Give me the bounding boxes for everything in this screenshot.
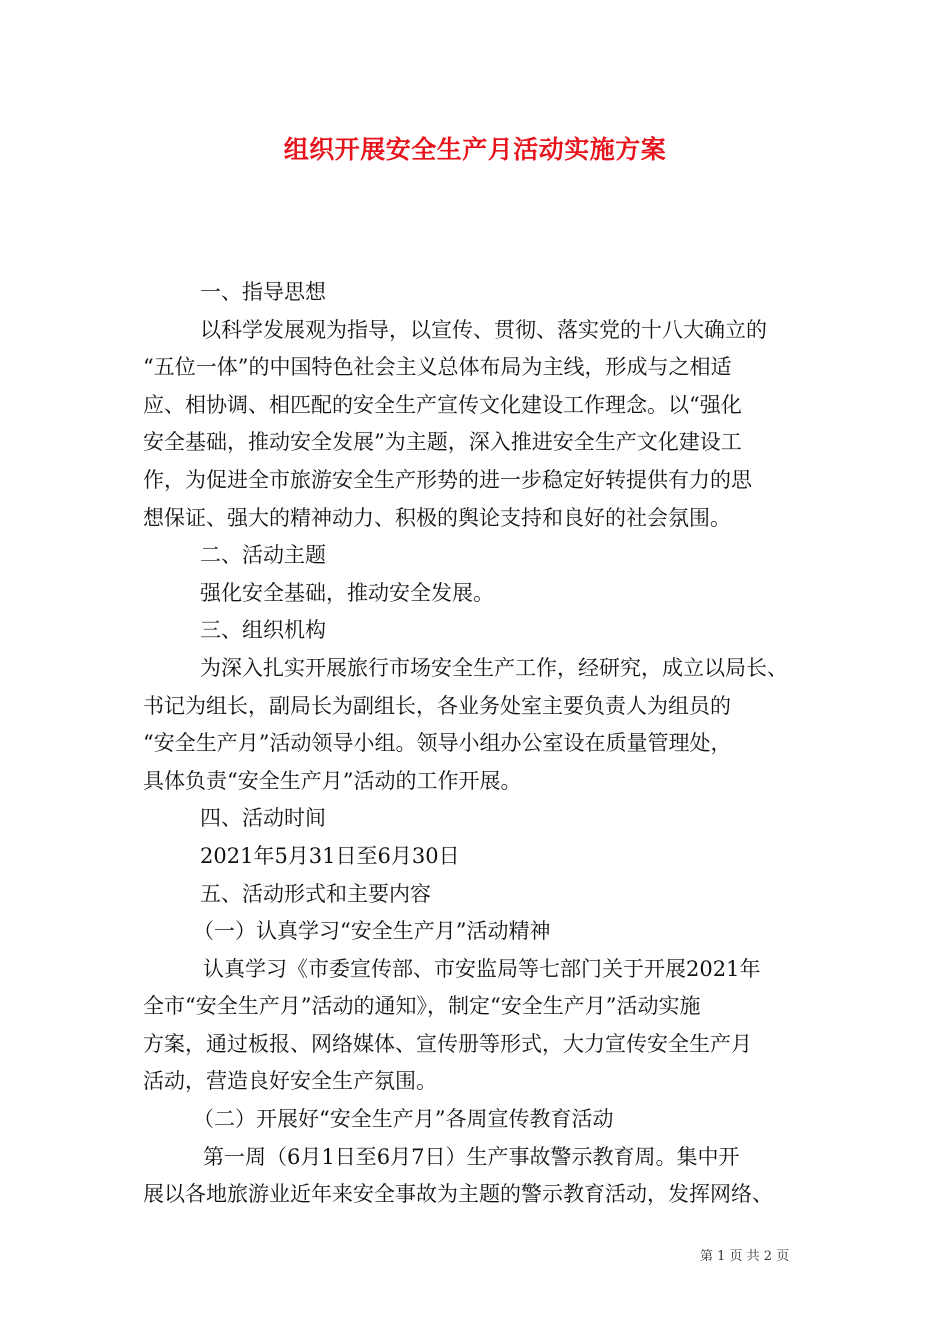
paragraph-line: （一）认真学习“安全生产月”活动精神 bbox=[193, 919, 551, 944]
paragraph-line: 三、组织机构 bbox=[200, 618, 326, 643]
paragraph-line: 书记为组长，副局长为副组长，各业务处室主要负责人为组员的 bbox=[143, 693, 731, 718]
paragraph-line: 为深入扎实开展旅行市场安全生产工作，经研究，成立以局长、 bbox=[200, 655, 788, 680]
page-indicator: 第 1 页 共 2 页 bbox=[700, 1249, 790, 1264]
paragraph-line: 想保证、强大的精神动力、积极的舆论支持和良好的社会氛围。 bbox=[143, 505, 731, 530]
paragraph-line: “安全生产月”活动领导小组。领导小组办公室设在质量管理处， bbox=[143, 731, 732, 756]
paragraph-line: （二）开展好“安全生产月”各周宣传教育活动 bbox=[193, 1107, 614, 1132]
paragraph-line: 全市“安全生产月”活动的通知》，制定“安全生产月”活动实施 bbox=[143, 994, 701, 1019]
document-body bbox=[143, 274, 810, 1214]
paragraph-line: 具体负责“安全生产月”活动的工作开展。 bbox=[143, 768, 522, 793]
paragraph-line: 一、指导思想 bbox=[200, 280, 326, 304]
paragraph-line: 以科学发展观为指导，以宣传、贯彻、落实党的十八大确立的 bbox=[200, 317, 767, 342]
paragraph-line: 应、相协调、相匹配的安全生产宣传文化建设工作理念。以“强化 bbox=[143, 392, 742, 417]
paragraph-line: “五位一体”的中国特色社会主义总体布局为主线，形成与之相适 bbox=[143, 355, 732, 380]
paragraph-line: 活动，营造良好安全生产氛围。 bbox=[143, 1069, 437, 1094]
paragraph-line: 第一周（6月1日至6月7日）生产事故警示教育周。集中开 bbox=[203, 1144, 740, 1169]
paragraph-line: 强化安全基础，推动安全发展。 bbox=[200, 580, 494, 605]
document-title: 组织开展安全生产月活动实施方案 bbox=[283, 135, 667, 164]
paragraph-line: 安全基础，推动安全发展”为主题，深入推进安全生产文化建设工 bbox=[143, 430, 742, 455]
paragraph-line: 认真学习《市委宣传部、市安监局等七部门关于开展2021年 bbox=[203, 956, 761, 981]
paragraph-line: 五、活动形式和主要内容 bbox=[200, 881, 431, 906]
paragraph-line: 展以各地旅游业近年来安全事故为主题的警示教育活动，发挥网络、 bbox=[143, 1182, 773, 1207]
paragraph-line: 2021年5月31日至6月30日 bbox=[200, 843, 460, 868]
paragraph-line: 作，为促进全市旅游安全生产形势的进一步稳定好转提供有力的思 bbox=[143, 467, 752, 492]
paragraph-line: 四、活动时间 bbox=[200, 806, 326, 831]
paragraph-line: 方案，通过板报、网络媒体、宣传册等形式，大力宣传安全生产月 bbox=[143, 1031, 752, 1056]
paragraph-line: 二、活动主题 bbox=[200, 543, 326, 568]
